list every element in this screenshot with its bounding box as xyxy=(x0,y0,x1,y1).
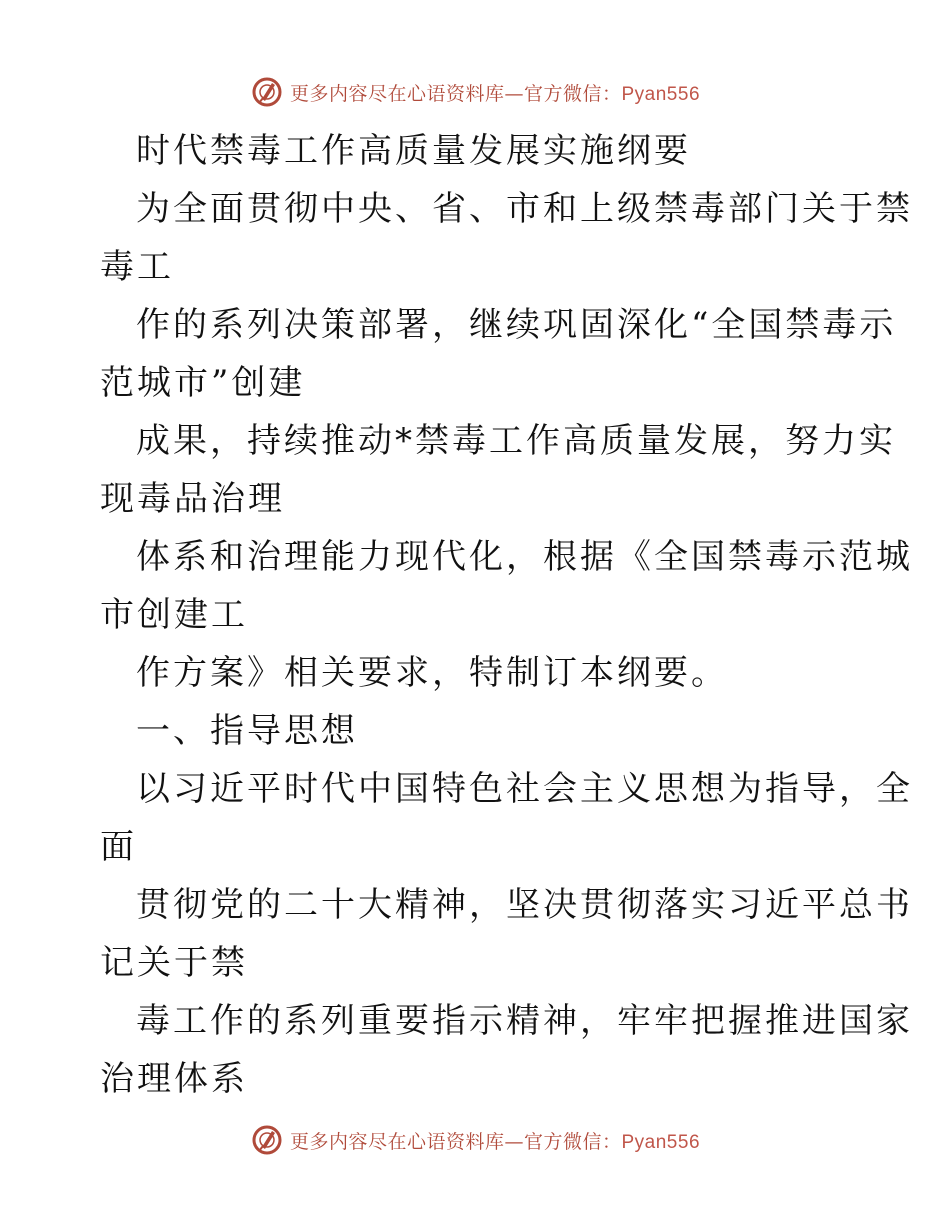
paragraph-line: 市创建工 xyxy=(100,595,248,635)
watermark-text-cn: 更多内容尽在心语资料库 xyxy=(289,82,505,105)
paragraph-line: 毒工 xyxy=(100,247,174,287)
paragraph-line: 记关于禁 xyxy=(100,943,248,983)
pen-nib-circle-icon xyxy=(250,75,284,109)
paragraph-line: 面 xyxy=(100,827,137,867)
watermark-wechat-id: Pyan556 xyxy=(621,1131,701,1153)
paragraph-line: 时代禁毒工作高质量发展实施纲要 xyxy=(136,131,691,171)
paragraph-line: 毒工作的系列重要指示精神，牢牢把握推进国家 xyxy=(136,1001,913,1041)
footer-watermark xyxy=(0,1120,950,1160)
watermark-text-cn: 更多内容尽在心语资料库 xyxy=(289,1130,505,1153)
paragraph-line: 贯彻党的二十大精神，坚决贯彻落实习近平总书 xyxy=(136,885,913,925)
paragraph-line: 为全面贯彻中央、省、市和上级禁毒部门关于禁 xyxy=(136,189,913,229)
paragraph-line: 体系和治理能力现代化，根据《全国禁毒示范城 xyxy=(136,537,913,577)
watermark-text-cn2: 官方微信： xyxy=(523,1130,622,1153)
watermark-text-cn2: 官方微信： xyxy=(523,82,622,105)
paragraph-line: 治理体系 xyxy=(100,1059,248,1099)
paragraph-line: 作的系列决策部署，继续巩固深化“全国禁毒示 xyxy=(136,305,897,345)
header-watermark xyxy=(0,72,950,112)
watermark-wechat-id: Pyan556 xyxy=(621,83,701,105)
paragraph-line: 一、指导思想 xyxy=(136,711,358,751)
paragraph-line: 成果，持续推动*禁毒工作高质量发展，努力实 xyxy=(136,421,896,461)
watermark-separator: — xyxy=(504,1130,524,1153)
paragraph-line: 作方案》相关要求，特制订本纲要。 xyxy=(136,653,728,693)
document-body xyxy=(100,122,913,1108)
paragraph-line: 范城市”创建 xyxy=(100,363,306,403)
watermark-text xyxy=(290,79,700,106)
pen-nib-circle-icon xyxy=(250,1123,284,1157)
watermark-text xyxy=(290,1127,700,1154)
paragraph-line: 现毒品治理 xyxy=(100,479,285,519)
watermark-separator: — xyxy=(504,82,524,105)
paragraph-line: 以习近平时代中国特色社会主义思想为指导，全 xyxy=(136,769,913,809)
